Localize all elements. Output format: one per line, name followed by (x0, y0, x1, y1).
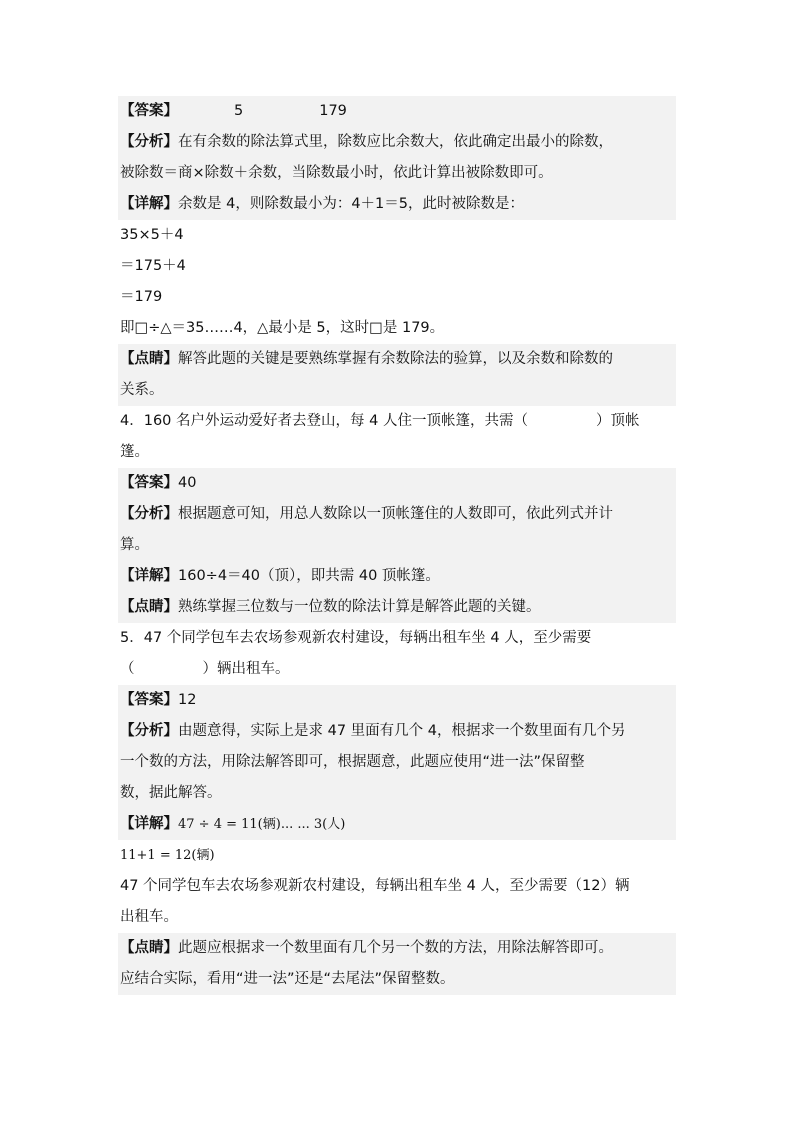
comment-tag: 【点睛】 (120, 599, 178, 615)
q3-detail-line-4: ＝179 (118, 282, 676, 313)
q4-analysis-line-2: 算。 (118, 530, 676, 561)
q3-detail-line-2: 35×5＋4 (118, 220, 676, 251)
q3-detail-line-1 (118, 189, 676, 220)
answer-tag: 【答案】 (120, 103, 178, 119)
analysis-text: 在有余数的除法算式里，除数应比余数大，依此确定出最小的除数， (178, 134, 613, 150)
q4-answer-line (118, 468, 676, 499)
q3-answer-line (118, 96, 676, 127)
q5-analysis-line-3: 数，据此解答。 (118, 778, 676, 809)
answer-value: 40 (178, 475, 197, 491)
answer-value: 12 (178, 692, 197, 708)
q4-question-line-1 (118, 406, 676, 437)
comment-text: 熟练掌握三位数与一位数的除法计算是解答此题的关键。 (178, 599, 541, 615)
analysis-tag: 【分析】 (120, 506, 178, 522)
comment-text: 此题应根据求一个数里面有几个另一个数的方法，用除法解答即可。 (178, 940, 613, 956)
q5-comment-line-1 (118, 933, 676, 964)
analysis-tag: 【分析】 (120, 134, 178, 150)
q4-comment-line-1 (118, 592, 676, 623)
q3-detail-line-3: ＝175＋4 (118, 251, 676, 282)
q5-detail-line-2: 11+1 = 12(辆) (118, 840, 676, 871)
q5-comment-line-2: 应结合实际，看用“进一法”还是“去尾法”保留整数。 (118, 964, 676, 995)
q5-detail-line-1 (118, 809, 676, 840)
answer-value-1: 5 (234, 103, 244, 119)
q3-analysis-line-1 (118, 127, 676, 158)
analysis-text: 由题意得，实际上是求 47 里面有几个 4，根据求一个数里面有几个另 (178, 723, 626, 739)
analysis-tag: 【分析】 (120, 723, 178, 739)
document-column (118, 96, 676, 995)
q3-analysis-line-2: 被除数＝商×除数＋余数，当除数最小时，依此计算出被除数即可。 (118, 158, 676, 189)
q5-detail-line-3: 47 个同学包车去农场参观新农村建设，每辆出租车坐 4 人，至少需要（12）辆 (118, 871, 676, 902)
q3-comment-line-1 (118, 344, 676, 375)
detail-text: 余数是 4，则除数最小为：4＋1＝5，此时被除数是： (178, 196, 525, 212)
q3-comment-line-2: 关系。 (118, 375, 676, 406)
question-text-end: ）辆出租车。 (202, 661, 290, 677)
question-text: 4．160 名户外运动爱好者去登山，每 4 人住一顶帐篷，共需（ (120, 413, 528, 429)
answer-tag: 【答案】 (120, 475, 178, 491)
detail-text: 160÷4＝40（顶），即共需 40 顶帐篷。 (178, 568, 440, 584)
detail-tag: 【详解】 (120, 816, 178, 832)
comment-text: 解答此题的关键是要熟练掌握有余数除法的验算，以及余数和除数的 (178, 351, 613, 367)
answer-value-2: 179 (319, 103, 347, 119)
q5-detail-line-4: 出租车。 (118, 902, 676, 933)
q5-analysis-line-2: 一个数的方法，用除法解答即可，根据题意，此题应使用“进一法”保留整 (118, 747, 676, 778)
answer-tag: 【答案】 (120, 692, 178, 708)
q4-detail-line-1 (118, 561, 676, 592)
q5-analysis-line-1 (118, 716, 676, 747)
q5-question-line-1: 5．47 个同学包车去农场参观新农村建设，每辆出租车坐 4 人，至少需要 (118, 623, 676, 654)
analysis-text: 根据题意可知，用总人数除以一顶帐篷住的人数即可，依此列式并计 (178, 506, 613, 522)
detail-equation: 47 ÷ 4 = 11(辆)... ... 3(人) (178, 817, 346, 832)
detail-tag: 【详解】 (120, 196, 178, 212)
q4-analysis-line-1 (118, 499, 676, 530)
q4-question-line-2: 篷。 (118, 437, 676, 468)
comment-tag: 【点睛】 (120, 940, 178, 956)
question-text-end: ）顶帐 (595, 413, 640, 429)
comment-tag: 【点睛】 (120, 351, 178, 367)
question-paren-open: （ (120, 661, 135, 677)
q5-question-line-2 (118, 654, 676, 685)
q3-detail-line-5: 即□÷△＝35……4，△最小是 5，这时□是 179。 (118, 313, 676, 344)
q5-answer-line (118, 685, 676, 716)
detail-tag: 【详解】 (120, 568, 178, 584)
